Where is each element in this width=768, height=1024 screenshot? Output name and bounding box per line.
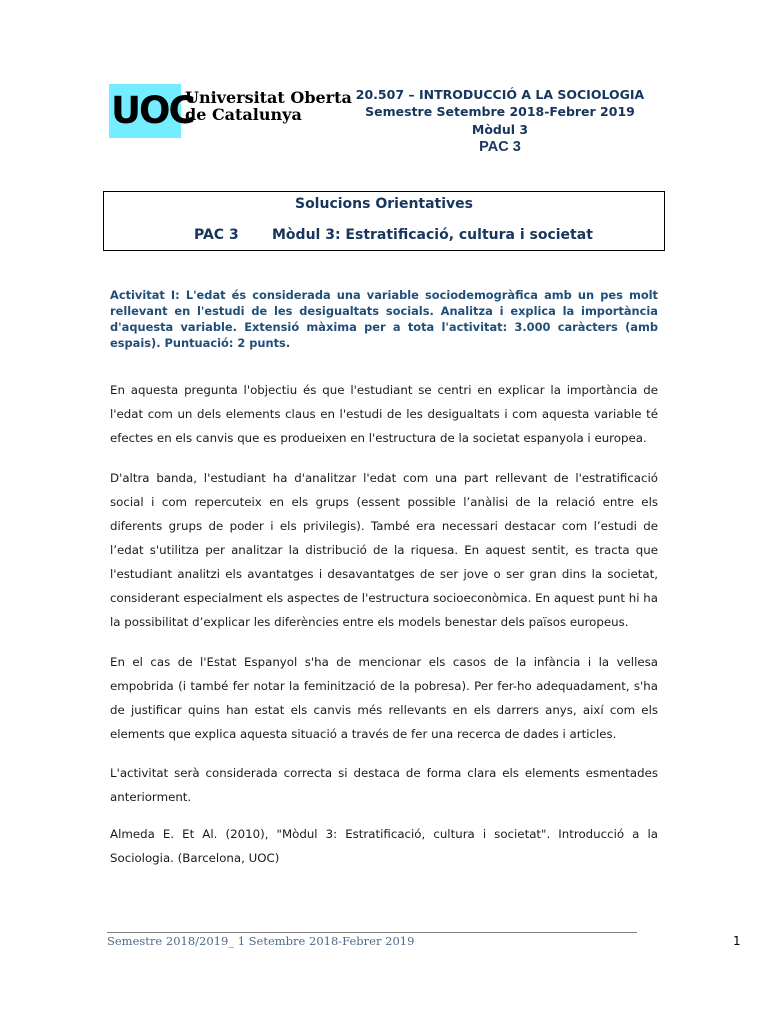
uoc-logo	[109, 84, 365, 138]
logo-name-line1: Universitat Oberta	[185, 88, 352, 107]
solutions-title: Solucions Orientatives	[294, 196, 473, 212]
footer-divider	[107, 932, 637, 933]
page-number: 1	[733, 934, 741, 948]
logo-name-line2: de Catalunya	[185, 105, 302, 124]
solutions-box	[103, 191, 665, 251]
course-pac: PAC 3	[479, 139, 521, 155]
logo-box	[109, 84, 194, 138]
course-code: 20.507 – INTRODUCCIÓ A LA SOCIOLOGIA	[355, 87, 645, 102]
course-module: Mòdul 3	[471, 122, 529, 137]
logo-mark: UOC	[111, 89, 194, 132]
paragraph-1: En aquesta pregunta l'objectiu és que l'estudiant se centri en explicar la importància de l'edat com un dels elements claus en l'estudi de les desigualtats i com aquesta variable té efectes en els canvis que es produeixen en l'estructura de la societat espanyola i europea.	[110, 383, 658, 445]
activity-statement: Activitat I: L'edat és considerada una variable sociodemogràfica amb un pes molt rellevant en l'estudi de les desigualtats socials. Analitza i explica la importància d'aquesta variable. Extensió màxima per a tota l'activitat: 3.000 caràcters (amb espais). Puntuació: 2 punts.	[110, 288, 658, 350]
solutions-pac-label: PAC 3	[194, 227, 239, 243]
paragraph-2: D'altra banda, l'estudiant ha d'analitzar l'edat com una part rellevant de l'estratificació social i com repercuteix en els grups (essent possible l’anàlisi de la relació entre els diferents grups de poder i els privilegis). També era necessari destacar com l’estudi de l’edat s'utilitza per analitzar la distribució de la riquesa. En aquest sentit, es tracta que l'estudiant analitzi els avantatges i desavantatges de ser jove o ser gran dins la societat, considerant especialment els aspectes de l'estructura socioeconòmica. En aquest punt hi ha la possibilitat d’explicar les diferències entre els models benestar dels països europeus.	[110, 471, 658, 629]
paragraph-5-reference: Almeda E. Et Al. (2010), "Mòdul 3: Estratificació, cultura i societat". Introducció a la Sociologia. (Barcelona, UOC)	[110, 827, 658, 865]
course-semester: Semestre Setembre 2018-Febrer 2019	[365, 104, 635, 119]
paragraph-3: En el cas de l'Estat Espanyol s'ha de mencionar els casos de la infància i la vellesa empobrida (i també fer notar la feminització de la pobresa). Per fer-ho adequadament, s'ha de justificar quins han estat els canvis més rellevants en els darrers anys, així com els elements que explica aquesta situació a través de fer una recerca de dades i articles.	[110, 655, 658, 741]
footer-semester: Semestre 2018/2019_ 1 Setembre 2018-Febrer 2019	[107, 934, 415, 948]
logo-name	[185, 89, 352, 123]
paragraph-4: L'activitat serà considerada correcta si destaca de forma clara els elements esmentades anteriorment.	[110, 766, 658, 804]
solutions-module-label: Mòdul 3: Estratificació, cultura i societat	[272, 227, 593, 243]
